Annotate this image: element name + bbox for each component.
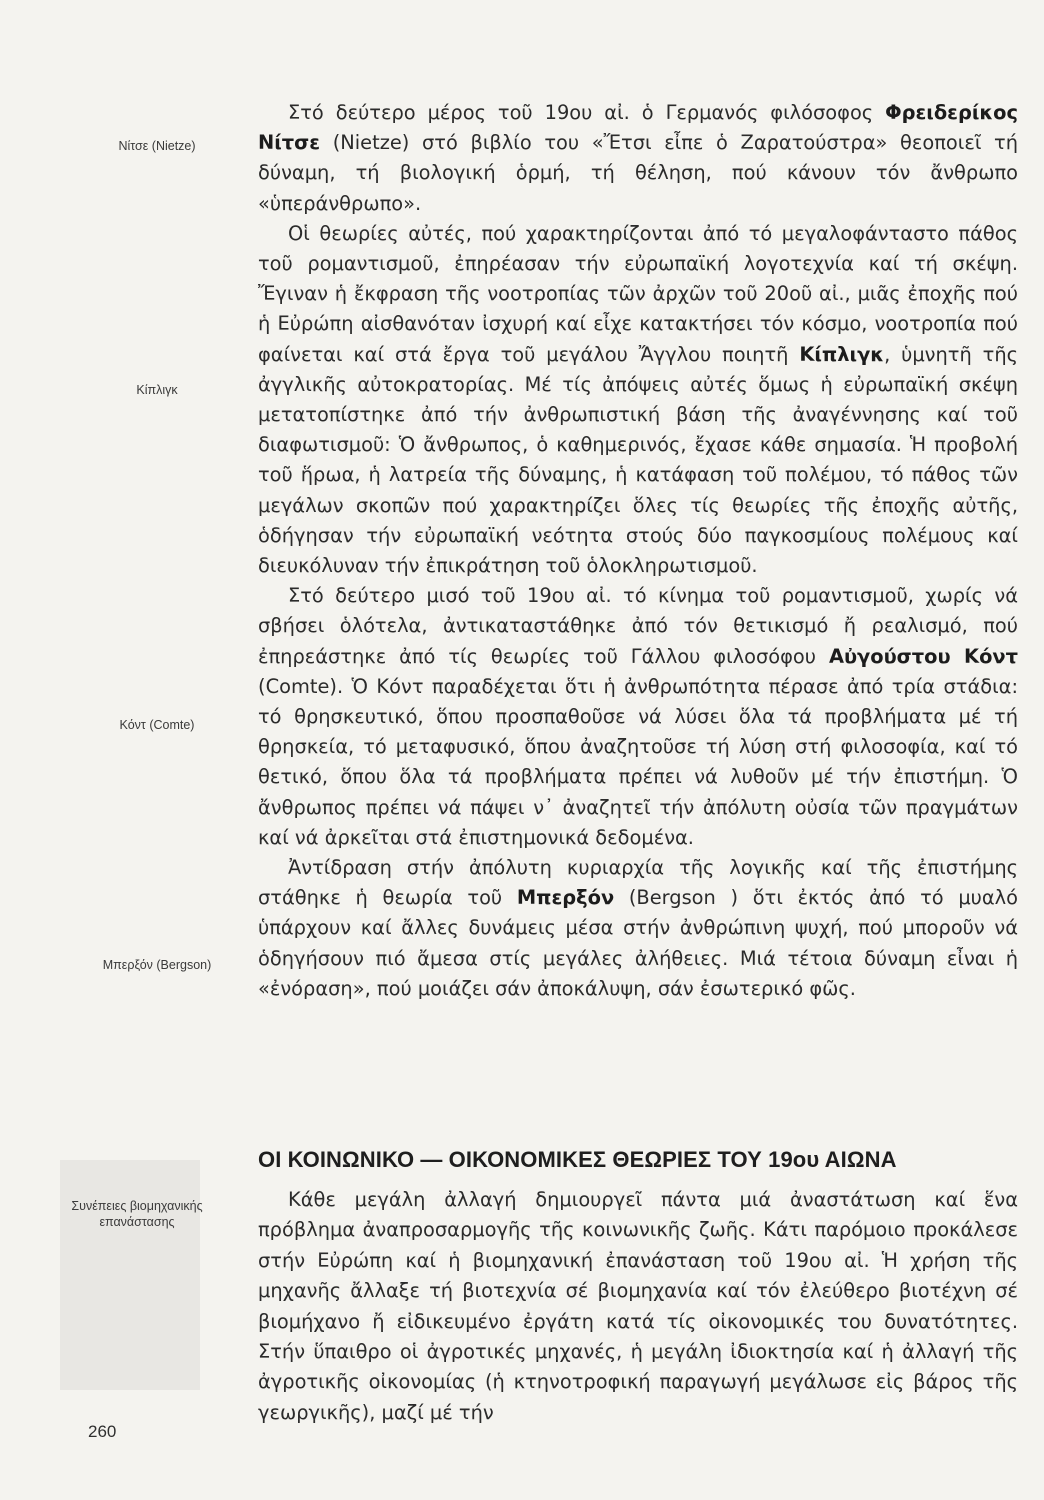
name-nietze: Φρειδερίκος Νίτσε xyxy=(258,101,1018,155)
paragraph-theories: Οἱ θεωρίες αὐτές, πού χαρακτηρίζονται ἀπό τό μεγαλοφάνταστο πάθος τοῦ ρομαντισμοῦ, ἐπηρέασαν τήν εὐρωπαϊκή λογοτεχνία καί τή σκέψη. Ἔγιναν ἡ ἔκφραση τῆς νοοτροπίας τῶν ἀρχῶν τοῦ 20οῦ αἰ., μιᾶς ἐποχῆς πού ἡ Εὐρώπη αἰσθανόταν ἰσχυρή καί εἶχε κατακτήσει τόν κόσμο, νοοτροπία πού φαίνεται καί στά ἔργα τοῦ μεγάλου Ἄγγλου ποιητῆ Κίπλιγκ, ὑμνητῆ τῆς ἀγγλικῆς αὐτοκρατορίας. Μέ τίς ἀπόψεις αὐτές ὅμως ἡ εὐρωπαϊκή σκέψη μετατοπίστηκε ἀπό τήν ἀνθρωπιστική βάση τῆς ἀναγέννησης καί τοῦ διαφωτισμοῦ: Ὁ ἄνθρωπος, ὁ καθημερινός, ἔχασε κάθε σημασία. Ἡ προβολή τοῦ ἥρωα, ἡ λατρεία τῆς δύναμης, ἡ κατάφαση τοῦ πολέμου, τό πάθος τῶν μεγάλων σκοπῶν πού χαρακτηρίζει ὅλες τίς θεωρίες τῆς ἐποχῆς αὐτῆς, ὁδήγησαν τήν εὐρωπαϊκή νεότητα στούς δύο παγκοσμίους πολέμους καί διευκόλυναν τήν ἐπικράτηση τοῦ ὁλοκληρωτισμοῦ. xyxy=(258,221,1018,578)
margin-note-kipling: Κίπλιγκ xyxy=(136,383,178,397)
name-bergson: Μπερξόν xyxy=(516,886,615,910)
paragraph-comte: Στό δεύτερο μισό τοῦ 19ου αἰ. τό κίνημα τοῦ ρομαντισμοῦ, χωρίς νά σβήσει ὁλότελα, ἀντικαταστάθηκε ἀπό τόν θετικισμό ἤ ρεαλισμό, πού ἐπηρεάστηκε ἀπό τίς θεωρίες τοῦ Γάλλου φιλοσόφου Αὐγούστου Κόντ (Comte). Ὁ Κόντ παραδέχεται ὅτι ἡ ἀνθρωπότητα πέρασε ἀπό τρία στάδια: τό θρησκευτικό, ὅπου προσπαθοῦσε νά λύσει ὅλα τά προβλήματα μέ τή θρησκεία, τό μεταφυσικό, ὅπου ἀναζητοῦσε τή λύση στή φιλοσοφία, καί τό θετικό, ὅπου ὅλα τά προβλήματα πρέπει νά λυθοῦν μέ τήν ἐπιστήμη. Ὁ ἄνθρωπος πρέπει νά πάψει ν᾽ ἀναζητεῖ τήν ἀπόλυτη οὐσία τῶν πραγμάτων καί νά ἀρκεῖται στά ἐπιστημονικά δεδομένα. xyxy=(258,584,1018,849)
section-heading: ΟΙ ΚΟΙΝΩΝΙΚΟ — ΟΙΚΟΝΟΜΙΚΕΣ ΘΕΩΡΙΕΣ ΤΟΥ 19ου ΑΙΩΝΑ xyxy=(258,1147,897,1172)
name-comte: Αὐγούστου Κόντ xyxy=(828,644,1018,668)
faded-sidebar-box xyxy=(60,1160,200,1390)
paragraph-industrial: Κάθε μεγάλη ἀλλαγή δημιουργεῖ πάντα μιά ἀναστάτωση καί ἕνα πρόβλημα ἀναπροσαρμογῆς τῆς κοινωνικῆς ζωῆς. Κάτι παρόμοιο προκάλεσε στήν Εὐρώπη καί ἡ βιομηχανική ἐπανάσταση τοῦ 19ου αἰ. Ἡ χρήση τῆς μηχανῆς ἄλλαξε τή βιοτεχνία σέ βιομηχανία καί τόν ἐλεύθερο βιοτέχνη σέ βιομήχανο ἤ εἰδικευμένο ἐργάτη κατά τίς οἰκονομικές του δυνατότητες. Στήν ὕπαιθρο οἱ ἀγροτικές μηχανές, ἡ μεγάλη ἰδιοκτησία καί ἡ ἀλλαγή τῆς ἀγροτικῆς οἰκονομίας (ἡ κτηνοτροφική παραγωγή μεγάλωσε εἰς βάρος τῆς γεωργικῆς), μαζί μέ τήν xyxy=(258,1188,1018,1424)
margin-note-nietze: Νίτσε (Nietze) xyxy=(118,139,196,153)
main-body-text xyxy=(258,98,1018,1004)
margin-note-bergson: Μπερξόν (Bergson) xyxy=(102,958,212,972)
paragraph-nietze: Στό δεύτερο μέρος τοῦ 19ου αἰ. ὁ Γερμανός φιλόσοφος Φρειδερίκος Νίτσε (Nietze) στό βιβλίο του «Ἔτσι εἶπε ὁ Ζαρατούστρα» θεοποιεῖ τή δύναμη, τή βιολογική ὁρμή, τή θέληση, πού κάνουν τόν ἄνθρωπο «ὑπεράνθρωπο». xyxy=(258,101,1018,215)
margin-note-comte: Κόντ (Comte) xyxy=(119,718,195,732)
paragraph-bergson: Ἀντίδραση στήν ἀπόλυτη κυριαρχία τῆς λογικῆς καί τῆς ἐπιστήμης στάθηκε ἡ θεωρία τοῦ Μπερξόν (Bergson ) ὅτι ἐκτός ἀπό τό μυαλό ὑπάρχουν καί ἄλλες δυνάμεις μέσα στήν ἀνθρώπινη ψυχή, πού μποροῦν νά ὁδηγήσουν πιό ἄμεσα στίς μεγάλες ἀλήθειες. Μιά τέτοια δύναμη εἶναι ἡ «ἐνόραση», πού μοιάζει σάν ἀποκάλυψη, σάν ἐσωτερικό φῶς. xyxy=(258,856,1018,1000)
name-kipling: Κίπλιγκ xyxy=(799,342,885,366)
page-number: 260 xyxy=(88,1422,117,1441)
section-body-text xyxy=(258,1185,1018,1428)
margin-note-industrial: Συνέπειες βιομηχανικής επανάστασης xyxy=(71,1199,203,1229)
